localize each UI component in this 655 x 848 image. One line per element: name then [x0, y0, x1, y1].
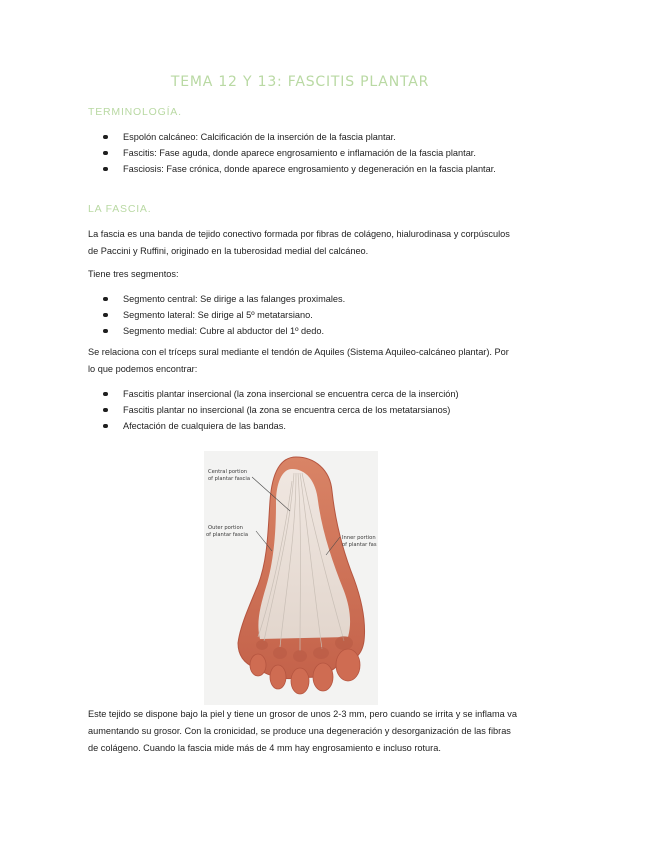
relation-paragraph: Se relaciona con el tríceps sural mediante el tendón de Aquiles (Sistema Aquileo-calcáneo plantar). Por lo que podemos encontrar: [88, 347, 509, 374]
segments-list [88, 291, 518, 339]
label-outer-portion-2: of plantar fascia [206, 532, 249, 538]
section-heading-terminologia: TERMINOLOGÍA. [88, 106, 182, 118]
list-item: Fascitis plantar no insercional (la zona se encuentra cerca de los metatarsianos) [88, 402, 518, 418]
closing-paragraph: Este tejido se dispone bajo la piel y tiene un grosor de unos 2-3 mm, pero cuando se irrita y se inflama va aumentando su grosor. Con la cronicidad, se produce una degeneración y desorganización de las fibras de colágeno. Cuando la fascia mide más de 4 mm hay engrosamiento e incluso rotura. [88, 709, 517, 753]
section-heading-fascia: LA FASCIA. [88, 203, 152, 215]
list-item: Segmento medial: Cubre al abductor del 1º dedo. [88, 323, 518, 339]
terminology-list [88, 129, 518, 177]
label-inner-portion-2: of plantar fas [342, 542, 377, 548]
toe-1 [336, 649, 360, 681]
label-central-portion-2: of plantar fascia [208, 476, 251, 482]
page-title: TEMA 12 Y 13: FASCITIS PLANTAR [170, 74, 430, 90]
list-item: Fascitis: Fase aguda, donde aparece engrosamiento e inflamación de la fascia plantar. [88, 145, 518, 161]
list-item: Fascitis plantar insercional (la zona insercional se encuentra cerca de la inserción) [88, 386, 518, 402]
toe-5 [250, 654, 266, 676]
list-item: Segmento lateral: Se dirige al 5º metatarsiano. [88, 307, 518, 323]
list-item: Espolón calcáneo: Calcificación de la inserción de la fascia plantar. [88, 129, 518, 145]
toe-3 [291, 668, 309, 694]
label-outer-portion: Outer portion [208, 525, 243, 531]
label-inner-portion: Inner portion [342, 535, 376, 541]
list-item: Fasciosis: Fase crónica, donde aparece engrosamiento y degeneración en la fascia plantar. [88, 161, 518, 177]
segments-intro: Tiene tres segmentos: [88, 269, 179, 279]
plantar-fascia-illustration [204, 451, 378, 705]
fascia-intro-paragraph: La fascia es una banda de tejido conectivo formada por fibras de colágeno, hialurodinasa y corpúsculos de Paccini y Ruffini, originado en la tuberosidad medial del calcáneo. [88, 229, 510, 256]
plantar-fascia-drawing [204, 451, 378, 705]
label-central-portion: Central portion [208, 469, 248, 475]
fascitis-types-list [88, 386, 518, 434]
list-item: Afectación de cualquiera de las bandas. [88, 418, 518, 434]
toe-2 [313, 663, 333, 691]
toe-4 [270, 665, 286, 689]
list-item: Segmento central: Se dirige a las falanges proximales. [88, 291, 518, 307]
